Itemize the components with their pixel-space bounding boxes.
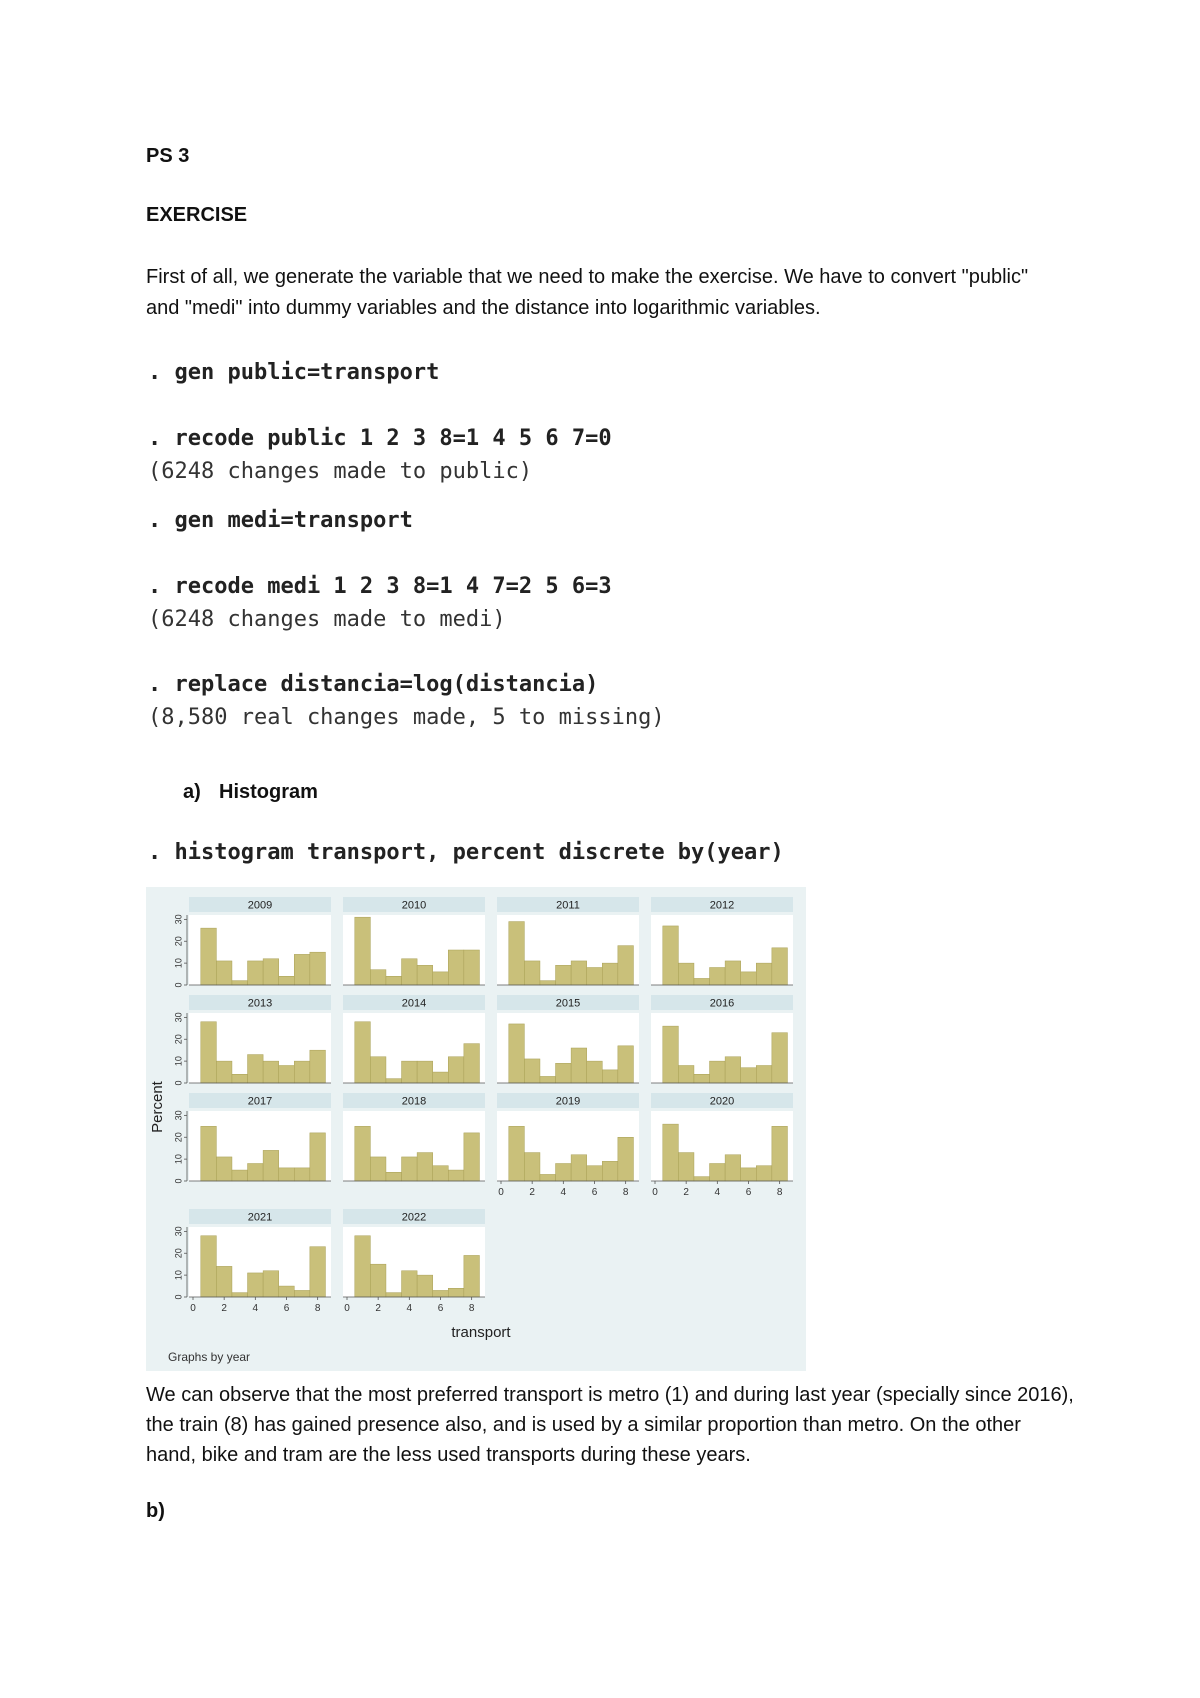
- histogram-bar: [509, 922, 525, 985]
- histogram-bar: [355, 1236, 371, 1297]
- section-a-label: a): [183, 781, 201, 803]
- histogram-bar: [663, 926, 679, 985]
- x-tick-label: 6: [283, 1303, 290, 1314]
- histogram-bar: [248, 1273, 264, 1297]
- y-tick-label: 30: [173, 1110, 184, 1121]
- histogram-bar: [464, 950, 480, 985]
- histogram-bar: [448, 950, 464, 985]
- panel-title: 2021: [247, 1211, 273, 1224]
- histogram-bar: [602, 1070, 618, 1083]
- histogram-bar: [556, 965, 572, 985]
- histogram-bar: [618, 1137, 634, 1181]
- histogram-bar: [433, 972, 449, 985]
- histogram-bar: [772, 1033, 788, 1083]
- histogram-bar: [201, 928, 217, 985]
- histogram-bar: [310, 1247, 326, 1297]
- histogram-bar: [448, 1170, 464, 1181]
- histogram-bar: [402, 1271, 418, 1297]
- intro-paragraph: First of all, we generate the variable that we need to make the exercise. We have to convert "public" and "medi" into dummy variables and the distance into logarithmic variables.: [146, 266, 1029, 319]
- x-tick-label: 2: [221, 1303, 227, 1314]
- histogram-bar: [741, 1068, 757, 1083]
- x-tick-label: 4: [560, 1187, 567, 1198]
- x-tick-label: 0: [498, 1187, 504, 1198]
- histogram-bar: [741, 972, 757, 985]
- histogram-bar: [710, 968, 726, 986]
- histogram-chart: [146, 887, 806, 1371]
- histogram-bar: [725, 1057, 741, 1083]
- histogram-bar: [756, 963, 772, 985]
- panel-title: 2020: [709, 1095, 735, 1108]
- histogram-bar: [370, 970, 386, 985]
- histogram-bar: [263, 959, 279, 985]
- histogram-bar: [772, 948, 788, 985]
- histogram-bar: [232, 981, 248, 985]
- histogram-bar: [355, 1126, 371, 1181]
- y-tick-label: 10: [173, 1154, 184, 1165]
- histogram-bar: [618, 946, 634, 985]
- histogram-bar: [310, 1050, 326, 1083]
- histogram-bar: [464, 1133, 480, 1181]
- histogram-bar: [710, 1164, 726, 1182]
- histogram-bar: [433, 1290, 449, 1297]
- y-tick-label: 20: [173, 1034, 184, 1045]
- histogram-bar: [263, 1271, 279, 1297]
- y-tick-label: 20: [173, 1248, 184, 1259]
- x-tick-label: 8: [622, 1187, 629, 1198]
- histogram-bar: [216, 1157, 232, 1181]
- histogram-bar: [509, 1024, 525, 1083]
- histogram-bar: [571, 1048, 587, 1083]
- histogram-bar: [756, 1166, 772, 1181]
- histogram-bar: [618, 1046, 634, 1083]
- x-tick-label: 2: [529, 1187, 535, 1198]
- histogram-bar: [524, 961, 540, 985]
- x-tick-label: 2: [683, 1187, 689, 1198]
- histogram-bar: [232, 1293, 248, 1297]
- stata-output-replace-distancia: (8,580 real changes made, 5 to missing): [148, 705, 665, 730]
- stata-output-recode-medi: (6248 changes made to medi): [148, 607, 506, 632]
- stata-command-recode-medi: . recode medi 1 2 3 8=1 4 7=2 5 6=3: [148, 574, 612, 599]
- panel-title: 2015: [555, 997, 581, 1010]
- histogram-bar: [232, 1170, 248, 1181]
- histogram-bar: [524, 1059, 540, 1083]
- document-title: PS 3: [146, 145, 190, 167]
- x-tick-label: 0: [344, 1303, 350, 1314]
- panel-title: 2010: [401, 899, 427, 912]
- histogram-bar: [540, 1174, 556, 1181]
- histogram-bar: [417, 1061, 433, 1083]
- y-tick-label: 30: [173, 1012, 184, 1023]
- y-tick-label: 0: [173, 1080, 184, 1086]
- histogram-bar: [464, 1255, 480, 1297]
- histogram-bar: [248, 1164, 264, 1182]
- x-axis-title: transport: [451, 1324, 511, 1341]
- histogram-bar: [556, 1164, 572, 1182]
- panel-title: 2017: [247, 1095, 273, 1108]
- histogram-bar: [417, 1275, 433, 1297]
- panel-title: 2009: [247, 899, 273, 912]
- histogram-bar: [587, 1061, 603, 1083]
- histogram-bar: [772, 1126, 788, 1181]
- y-tick-label: 10: [173, 958, 184, 969]
- histogram-bar: [678, 1153, 694, 1181]
- histogram-figure: [146, 887, 806, 1371]
- section-a-title: Histogram: [219, 781, 318, 803]
- x-tick-label: 4: [406, 1303, 413, 1314]
- stata-command-gen-medi: . gen medi=transport: [148, 508, 413, 533]
- y-tick-label: 20: [173, 1132, 184, 1143]
- y-tick-label: 10: [173, 1056, 184, 1067]
- stata-output-recode-public: (6248 changes made to public): [148, 459, 533, 484]
- histogram-bar: [386, 1293, 402, 1297]
- histogram-bar: [370, 1264, 386, 1297]
- section-a-heading: [183, 781, 318, 804]
- histogram-bar: [694, 1177, 710, 1181]
- histogram-bar: [571, 1155, 587, 1181]
- y-tick-label: 20: [173, 936, 184, 947]
- histogram-bar: [386, 1079, 402, 1083]
- histogram-bar: [694, 978, 710, 985]
- x-tick-label: 4: [252, 1303, 259, 1314]
- histogram-bar: [201, 1126, 217, 1181]
- histogram-bar: [294, 954, 310, 985]
- y-tick-label: 0: [173, 982, 184, 988]
- histogram-bar: [710, 1061, 726, 1083]
- histogram-bar: [756, 1066, 772, 1084]
- histogram-bar: [448, 1057, 464, 1083]
- histogram-bar: [248, 1055, 264, 1083]
- histogram-bar: [540, 1076, 556, 1083]
- histogram-bar: [294, 1290, 310, 1297]
- histogram-bar: [294, 1168, 310, 1181]
- histogram-bar: [294, 1061, 310, 1083]
- graph-note: Graphs by year: [168, 1350, 251, 1364]
- histogram-bar: [402, 959, 418, 985]
- histogram-bar: [216, 961, 232, 985]
- histogram-bar: [279, 1066, 295, 1084]
- stata-command-gen-public: . gen public=transport: [148, 360, 440, 385]
- histogram-bar: [602, 963, 618, 985]
- x-tick-label: 0: [190, 1303, 196, 1314]
- section-heading-exercise: EXERCISE: [146, 204, 248, 226]
- histogram-bar: [694, 1074, 710, 1083]
- x-tick-label: 8: [314, 1303, 321, 1314]
- panel-title: 2013: [247, 997, 273, 1010]
- histogram-bar: [370, 1157, 386, 1181]
- histogram-bar: [448, 1288, 464, 1297]
- y-tick-label: 0: [173, 1294, 184, 1300]
- histogram-bar: [355, 1022, 371, 1083]
- panel-title: 2012: [709, 899, 735, 912]
- x-tick-label: 0: [652, 1187, 658, 1198]
- histogram-bar: [370, 1057, 386, 1083]
- y-tick-label: 30: [173, 914, 184, 925]
- histogram-bar: [402, 1061, 418, 1083]
- histogram-bar: [433, 1072, 449, 1083]
- histogram-bar: [263, 1150, 279, 1181]
- histogram-bar: [741, 1168, 757, 1181]
- histogram-bar: [201, 1236, 217, 1297]
- stata-command-recode-public: . recode public 1 2 3 8=1 4 5 6 7=0: [148, 426, 612, 451]
- histogram-bar: [587, 1166, 603, 1181]
- histogram-bar: [433, 1166, 449, 1181]
- panel-title: 2016: [709, 997, 735, 1010]
- y-tick-label: 0: [173, 1178, 184, 1184]
- histogram-bar: [216, 1266, 232, 1297]
- histogram-bar: [201, 1022, 217, 1083]
- y-tick-label: 10: [173, 1270, 184, 1281]
- histogram-bar: [232, 1074, 248, 1083]
- histogram-bar: [587, 968, 603, 986]
- x-tick-label: 4: [714, 1187, 721, 1198]
- histogram-bar: [216, 1061, 232, 1083]
- histogram-bar: [417, 1153, 433, 1181]
- y-axis-title: Percent: [149, 1081, 166, 1133]
- panel-title: 2022: [401, 1211, 427, 1224]
- histogram-bar: [279, 976, 295, 985]
- histogram-bar: [310, 1133, 326, 1181]
- histogram-bar: [402, 1157, 418, 1181]
- histogram-bar: [725, 961, 741, 985]
- histogram-bar: [417, 965, 433, 985]
- histogram-bar: [678, 1066, 694, 1084]
- stata-command-replace-distancia: . replace distancia=log(distancia): [148, 672, 599, 697]
- stata-command-histogram: . histogram transport, percent discrete by(year): [148, 840, 784, 865]
- histogram-bar: [725, 1155, 741, 1181]
- x-tick-label: 8: [468, 1303, 475, 1314]
- panel-title: 2014: [401, 997, 427, 1010]
- histogram-bar: [540, 981, 556, 985]
- histogram-bar: [663, 1124, 679, 1181]
- histogram-bar: [310, 952, 326, 985]
- x-tick-label: 6: [745, 1187, 752, 1198]
- y-tick-label: 30: [173, 1226, 184, 1237]
- histogram-bar: [263, 1061, 279, 1083]
- histogram-bar: [355, 917, 371, 985]
- histogram-bar: [524, 1153, 540, 1181]
- section-b-heading: b): [146, 1500, 165, 1522]
- histogram-bar: [279, 1168, 295, 1181]
- histogram-bar: [556, 1063, 572, 1083]
- panel-title: 2018: [401, 1095, 427, 1108]
- x-tick-label: 8: [776, 1187, 783, 1198]
- x-tick-label: 6: [437, 1303, 444, 1314]
- histogram-bar: [509, 1126, 525, 1181]
- panel-title: 2019: [555, 1095, 581, 1108]
- histogram-bar: [464, 1044, 480, 1083]
- conclusion-paragraph: We can observe that the most preferred transport is metro (1) and during last year (specially since 2016), the train (8) has gained presence also, and is used by a similar proportion than metro. On the other hand, bike and tram are the less used transports during these years.: [146, 1384, 1074, 1466]
- histogram-bar: [663, 1026, 679, 1083]
- panel-title: 2011: [556, 899, 580, 912]
- x-tick-label: 2: [375, 1303, 381, 1314]
- histogram-bar: [571, 961, 587, 985]
- x-tick-label: 6: [591, 1187, 598, 1198]
- histogram-bar: [248, 961, 264, 985]
- histogram-bar: [602, 1161, 618, 1181]
- histogram-bar: [678, 963, 694, 985]
- histogram-bar: [279, 1286, 295, 1297]
- histogram-bar: [386, 1172, 402, 1181]
- histogram-bar: [386, 976, 402, 985]
